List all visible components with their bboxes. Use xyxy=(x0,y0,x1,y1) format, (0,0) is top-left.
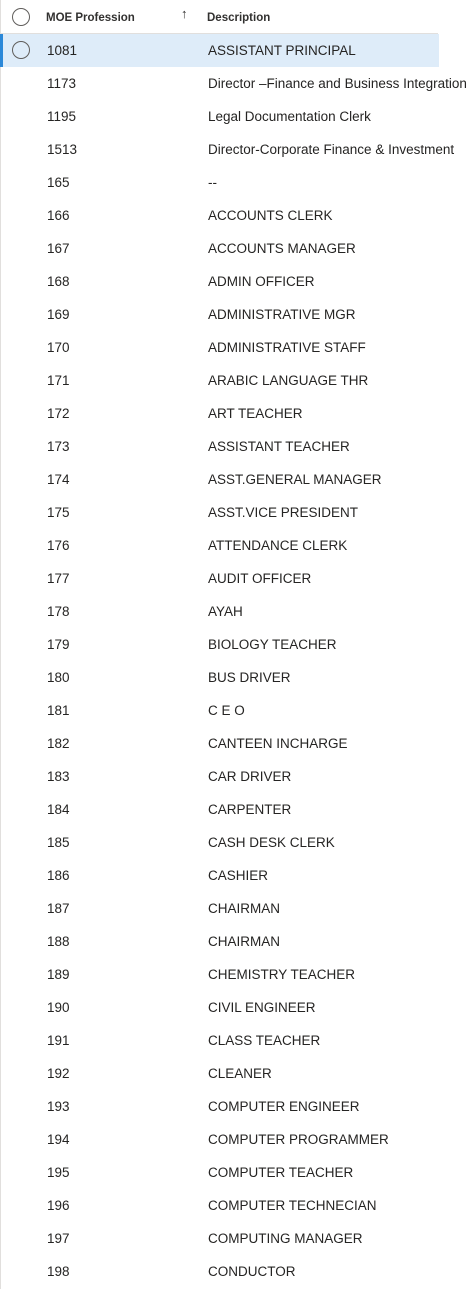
cell-description: ART TEACHER xyxy=(208,406,303,421)
cell-description: ARABIC LANGUAGE THR xyxy=(208,373,369,388)
table-row[interactable] xyxy=(1,166,439,199)
table-row[interactable] xyxy=(1,1189,439,1222)
table-row[interactable] xyxy=(1,529,439,562)
cell-description: CIVIL ENGINEER xyxy=(208,1000,316,1015)
cell-description: BUS DRIVER xyxy=(208,670,291,685)
table-row[interactable] xyxy=(1,265,439,298)
cell-description: ASSISTANT TEACHER xyxy=(208,439,350,454)
cell-moe-profession: 194 xyxy=(47,1132,70,1147)
cell-moe-profession: 198 xyxy=(47,1264,70,1279)
table-row[interactable] xyxy=(1,67,467,100)
column-header-moe-profession[interactable] xyxy=(46,0,196,34)
table-row[interactable] xyxy=(1,463,439,496)
cell-description: ASST.GENERAL MANAGER xyxy=(208,472,382,487)
table-row[interactable] xyxy=(1,562,439,595)
table-row[interactable] xyxy=(1,661,439,694)
table-row[interactable] xyxy=(1,958,439,991)
cell-moe-profession: 186 xyxy=(47,868,70,883)
row-select-radio[interactable] xyxy=(12,41,30,59)
cell-description: COMPUTER TEACHER xyxy=(208,1165,354,1180)
table-row[interactable] xyxy=(1,1123,439,1156)
table-row[interactable] xyxy=(1,826,439,859)
cell-moe-profession: 179 xyxy=(47,637,70,652)
column-header-label: Description xyxy=(207,12,271,24)
cell-moe-profession: 171 xyxy=(47,373,70,388)
cell-moe-profession: 1195 xyxy=(47,109,77,124)
table-row[interactable] xyxy=(1,595,439,628)
cell-description: CHEMISTRY TEACHER xyxy=(208,967,356,982)
table-row[interactable] xyxy=(1,1057,439,1090)
table-row[interactable] xyxy=(1,34,439,67)
cell-description: COMPUTER TECHNECIAN xyxy=(208,1198,377,1213)
cell-moe-profession: 1081 xyxy=(47,43,78,58)
cell-description: CANTEEN INCHARGE xyxy=(208,736,348,751)
cell-description: ACCOUNTS CLERK xyxy=(208,208,333,223)
grid-rows xyxy=(1,34,467,1288)
cell-moe-profession: 190 xyxy=(47,1000,70,1015)
cell-description: ATTENDANCE CLERK xyxy=(208,538,348,553)
cell-moe-profession: 1513 xyxy=(47,142,78,157)
cell-description: CONDUCTOR xyxy=(208,1264,296,1279)
cell-moe-profession: 174 xyxy=(47,472,70,487)
cell-moe-profession: 173 xyxy=(47,439,70,454)
table-row[interactable] xyxy=(1,199,439,232)
table-row[interactable] xyxy=(1,727,439,760)
cell-description: CLASS TEACHER xyxy=(208,1033,321,1048)
cell-description: AYAH xyxy=(208,604,243,619)
table-row[interactable] xyxy=(1,133,455,166)
table-row[interactable] xyxy=(1,892,439,925)
cell-description: ADMINISTRATIVE MGR xyxy=(208,307,356,322)
cell-description: CHAIRMAN xyxy=(208,934,281,949)
table-row[interactable] xyxy=(1,760,439,793)
cell-moe-profession: 175 xyxy=(47,505,70,520)
table-row[interactable] xyxy=(1,628,439,661)
cell-description: CARPENTER xyxy=(208,802,292,817)
table-row[interactable] xyxy=(1,1024,439,1057)
cell-moe-profession: 180 xyxy=(47,670,70,685)
cell-moe-profession: 191 xyxy=(47,1033,70,1048)
cell-moe-profession: 181 xyxy=(47,703,70,718)
cell-moe-profession: 187 xyxy=(47,901,70,916)
table-row[interactable] xyxy=(1,298,439,331)
cell-description: ASSISTANT PRINCIPAL xyxy=(208,43,356,58)
cell-description: ADMINISTRATIVE STAFF xyxy=(208,340,366,355)
cell-moe-profession: 188 xyxy=(47,934,70,949)
table-row[interactable] xyxy=(1,430,439,463)
cell-moe-profession: 184 xyxy=(47,802,70,817)
cell-moe-profession: 176 xyxy=(47,538,70,553)
cell-description: Director –Finance and Business Integration xyxy=(208,76,467,91)
table-row[interactable] xyxy=(1,1090,439,1123)
cell-moe-profession: 183 xyxy=(47,769,70,784)
table-row[interactable] xyxy=(1,364,439,397)
cell-moe-profession: 165 xyxy=(47,175,70,190)
cell-description: COMPUTER PROGRAMMER xyxy=(208,1132,389,1147)
sort-ascending-icon[interactable]: ↑ xyxy=(181,6,188,21)
table-row[interactable] xyxy=(1,1156,439,1189)
cell-moe-profession: 189 xyxy=(47,967,70,982)
cell-description: COMPUTING MANAGER xyxy=(208,1231,363,1246)
table-row[interactable] xyxy=(1,100,439,133)
cell-moe-profession: 169 xyxy=(47,307,70,322)
cell-description: CHAIRMAN xyxy=(208,901,281,916)
table-row[interactable] xyxy=(1,694,439,727)
cell-moe-profession: 197 xyxy=(47,1231,70,1246)
table-row[interactable] xyxy=(1,331,439,364)
cell-moe-profession: 182 xyxy=(47,736,70,751)
grid-header xyxy=(1,0,438,34)
cell-description: ASST.VICE PRESIDENT xyxy=(208,505,359,520)
cell-moe-profession: 195 xyxy=(47,1165,70,1180)
cell-description: CAR DRIVER xyxy=(208,769,292,784)
column-header-label: MOE Profession xyxy=(46,12,135,24)
table-row[interactable] xyxy=(1,991,439,1024)
cell-moe-profession: 172 xyxy=(47,406,70,421)
select-all-radio[interactable] xyxy=(12,8,30,26)
cell-moe-profession: 166 xyxy=(47,208,70,223)
cell-moe-profession: 168 xyxy=(47,274,70,289)
cell-description: AUDIT OFFICER xyxy=(208,571,312,586)
table-row[interactable] xyxy=(1,397,439,430)
cell-moe-profession: 192 xyxy=(47,1066,70,1081)
table-row[interactable] xyxy=(1,1222,439,1255)
column-header-description[interactable] xyxy=(207,0,407,34)
cell-moe-profession: 185 xyxy=(47,835,70,850)
cell-moe-profession: 177 xyxy=(47,571,70,586)
table-row[interactable] xyxy=(1,859,439,892)
table-row[interactable] xyxy=(1,793,439,826)
cell-description: C E O xyxy=(208,703,245,718)
cell-description: CASH DESK CLERK xyxy=(208,835,335,850)
table-row[interactable] xyxy=(1,496,439,529)
cell-description: BIOLOGY TEACHER xyxy=(208,637,337,652)
cell-description: COMPUTER ENGINEER xyxy=(208,1099,360,1114)
table-row[interactable] xyxy=(1,1255,439,1288)
cell-description: Director-Corporate Finance & Investment xyxy=(208,142,455,157)
cell-moe-profession: 167 xyxy=(47,241,70,256)
cell-moe-profession: 196 xyxy=(47,1198,70,1213)
cell-description: ACCOUNTS MANAGER xyxy=(208,241,356,256)
cell-moe-profession: 1173 xyxy=(47,76,77,91)
cell-moe-profession: 170 xyxy=(47,340,70,355)
cell-moe-profession: 178 xyxy=(47,604,70,619)
table-row[interactable] xyxy=(1,232,439,265)
table-row[interactable] xyxy=(1,925,439,958)
cell-description: Legal Documentation Clerk xyxy=(208,109,371,124)
cell-description: ADMIN OFFICER xyxy=(208,274,315,289)
cell-description: CASHIER xyxy=(208,868,269,883)
cell-description: CLEANER xyxy=(208,1066,272,1081)
cell-description: -- xyxy=(208,175,217,190)
cell-moe-profession: 193 xyxy=(47,1099,70,1114)
